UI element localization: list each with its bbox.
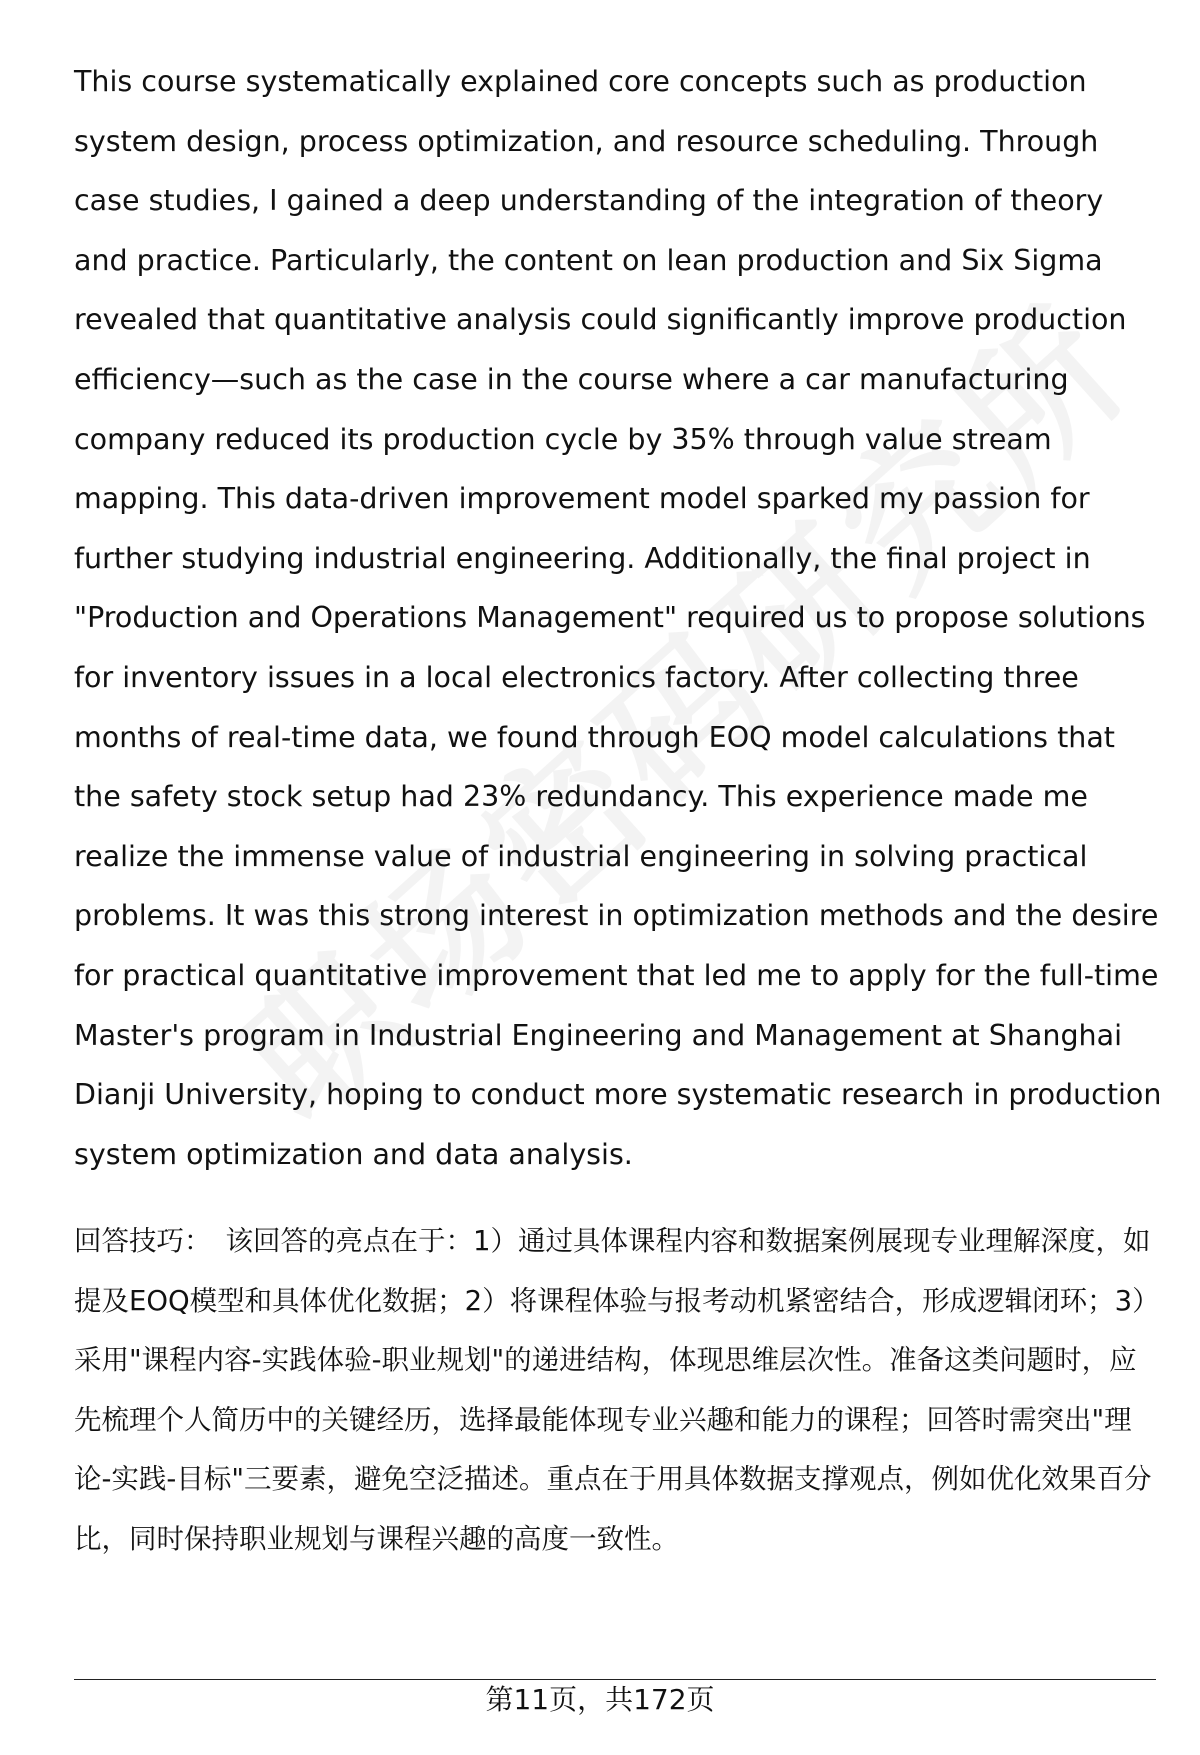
body-paragraph: This course systematically explained core concepts such as production system design, process optimization, and resource scheduling. Through case studies, I gained a deep understanding of the integration of theory and practice. Particularly, the content on lean production and Six Sigma revealed that quantitative analysis could significantly improve production efficiency—such as the case in the course where a car manufacturing company reduced its production cycle by 35% through value stream mapping. This data-driven improvement model sparked my passion for further studying industrial engineering. Additionally, the final project in "Production and Operations Management" required us to propose solutions for inventory issues in a local electronics factory. After collecting three months of real-time data, we found through EOQ model calculations that the safety stock setup had 23% redundancy. This experience made me realize the immense value of industrial engineering in solving practical problems. It was this strong interest in optimization methods and the desire for practical quantitative improvement that led me to apply for the full-time Master's program in Industrial Engineering and Management at Shanghai Dianji University, hoping to conduct more systematic research in production system optimization and data analysis. [74, 65, 1162, 1171]
tips-text: 该回答的亮点在于：1）通过具体课程内容和数据案例展现专业理解深度，如提及EOQ模型和具体优化数据；2）将课程体验与报考动机紧密结合，形成逻辑闭环；3）采用"课程内容-实践体验-职业规划"的递进结构，体现思维层次性。准备这类问题时，应先梳理个人简历中的关键经历，选择最能体现专业兴趣和能力的课程；回答时需突出"理论-实践-目标"三要素，避免空泛描述。重点在于用具体数据支撑观点，例如优化效果百分比，同时保持职业规划与课程兴趣的高度一致性。 [74, 1225, 1152, 1555]
page-number: 第11页，共172页 [485, 1683, 715, 1716]
tips-label: 回答技巧： [74, 1225, 212, 1257]
answer-tips-paragraph [74, 1212, 1154, 1569]
footer-divider [74, 1679, 1156, 1680]
